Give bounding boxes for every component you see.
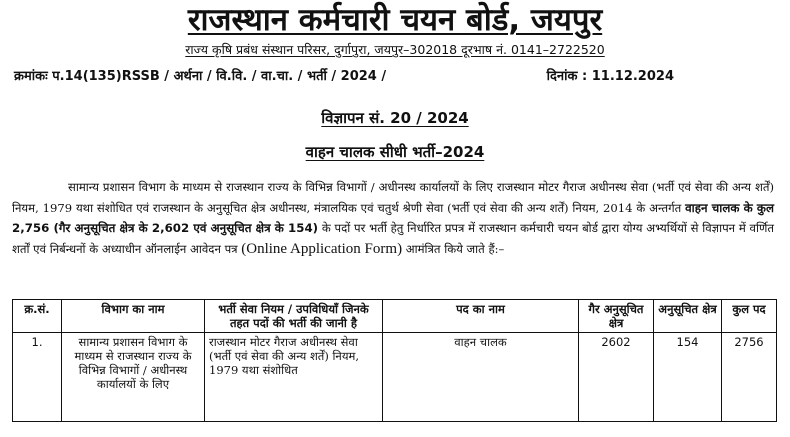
reference-number: प.14(135)RSSB / अर्थना / वि.वि. / वा.चा. / भर्ती / 2024 / — [52, 69, 387, 84]
header-total: कुल पद — [722, 300, 777, 333]
intro-text-2: के पदों पर भर्ती हेतु निर्धारित प्रपत्र में राजस्थान कर्मचारी चयन बोर्ड द्वारा योग्य अभ्यर्थियों से विज्ञापन में वर्णित शर्तों एवं निर्बन्धनों के अध्याधीन ऑनलाईन आवेदन पत्र — [12, 221, 774, 256]
header-post: पद का नाम — [383, 300, 579, 333]
header-rules: भर्ती सेवा नियम / उपविधियाँ जिनके तहत पदों की भर्ती की जानी है — [205, 300, 383, 333]
advertisement-number — [0, 108, 790, 128]
organization-name: राजस्थान कर्मचारी चयन बोर्ड, जयपुर — [187, 2, 603, 38]
advertisement-number-text: विज्ञापन सं. 20 / 2024 — [321, 109, 469, 127]
address-line — [0, 42, 790, 58]
intro-paragraph — [12, 177, 774, 259]
reference-label: क्रमांकः — [14, 69, 48, 84]
posts-table — [12, 299, 777, 422]
date-value: 11.12.2024 — [591, 69, 674, 84]
recruitment-title — [0, 142, 790, 162]
intro-bold-text: वाहन चालक के कुल 2,756 (गैर अनुसूचित क्षेत्र के 2,602 एवं अनुसूचित क्षेत्र के 154) — [12, 200, 774, 235]
table-header-row — [13, 300, 777, 333]
header-non-scheduled: गैर अनुसूचित क्षेत्र — [579, 300, 654, 333]
cell-scheduled: 154 — [654, 333, 722, 422]
date-label: दिनांक : — [546, 69, 588, 84]
cell-department-text: सामान्य प्रशासन विभाग के माध्यम से राजस्थान राज्य के विभिन्न विभागों / अधीनस्थ कार्यालयों के लिए — [74, 335, 192, 391]
cell-non-scheduled: 2602 — [579, 333, 654, 422]
address-text: राज्य कृषि प्रबंध संस्थान परिसर, दुर्गापुरा, जयपुर–302018 दूरभाष नं. 0141–2722520 — [185, 42, 605, 57]
cell-rules: राजस्थान मोटर गैराज अधीनस्थ सेवा (भर्ती एवं सेवा की अन्य शर्तें) नियम, 1979 यथा संशोधित — [205, 333, 383, 422]
cell-department — [62, 333, 205, 422]
intro-text-1: सामान्य प्रशासन विभाग के माध्यम से राजस्थान राज्य के विभिन्न विभागों / अधीनस्थ कार्यालयों के लिए राजस्थान मोटर गैराज अधीनस्थ सेवा (भर्ती एवं सेवा की अन्य शर्तें) नियम, 1979 यथा संशोधित एवं राजस्थान के अनुसूचित क्षेत्र अधीनस्थ, मंत्रालयिक एवं चतुर्थ श्रेणी सेवा (भर्ती एवं सेवा की अन्य शर्तें) नियम, 2014 के अन्तर्गत — [12, 180, 774, 215]
recruitment-title-text: वाहन चालक सीधी भर्ती–2024 — [305, 143, 485, 161]
header-department: विभाग का नाम — [62, 300, 205, 333]
header-serial: क्र.सं. — [13, 300, 62, 333]
organization-title — [0, 2, 790, 38]
cell-serial: 1. — [13, 333, 62, 422]
header-scheduled: अनुसूचित क्षेत्र — [654, 300, 722, 333]
intro-text-3: आमंत्रित किये जाते हैं:– — [402, 241, 505, 256]
cell-total: 2756 — [722, 333, 777, 422]
table-row — [13, 333, 777, 422]
intro-english-term: (Online Application Form) — [241, 240, 403, 257]
cell-post: वाहन चालक — [383, 333, 579, 422]
date-line — [547, 68, 674, 86]
